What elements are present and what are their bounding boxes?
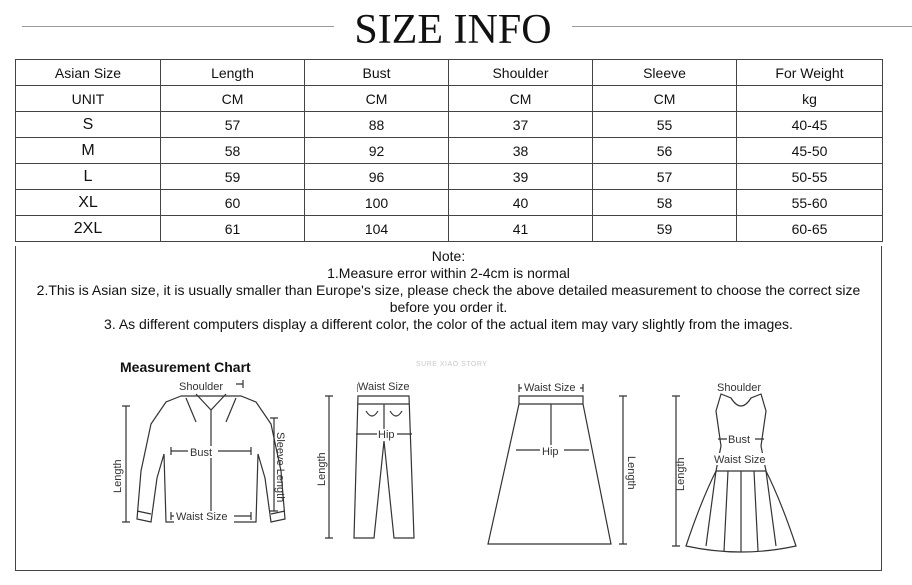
note-line: 3. As different computers display a different color, the color of the actual item may vary slightly from the images. <box>104 316 793 332</box>
size-cell: XL <box>16 190 161 216</box>
table-cell: 61 <box>161 216 305 242</box>
dress-waist-label: Waist Size <box>714 454 766 466</box>
skirt-length-label: Length <box>625 456 637 490</box>
table-row <box>16 190 883 216</box>
measurement-illustrations <box>16 246 881 570</box>
table-cell: 50-55 <box>737 164 883 190</box>
dress-illustration <box>672 384 796 552</box>
unit-cell: CM <box>161 86 305 112</box>
table-cell: 58 <box>161 138 305 164</box>
notes-panel <box>15 246 882 571</box>
table-cell: 55 <box>593 112 737 138</box>
size-cell: 2XL <box>16 216 161 242</box>
dress-length-label: Length <box>675 457 687 491</box>
dress-bust-label: Bust <box>728 434 751 446</box>
title-rule-right <box>572 26 912 27</box>
skirt-illustration <box>488 384 627 544</box>
header-cell: Length <box>161 60 305 86</box>
skirt-hip-label: Hip <box>542 446 559 458</box>
table-cell: 92 <box>305 138 449 164</box>
pants-length-label: Length <box>316 452 328 486</box>
table-cell: 88 <box>305 112 449 138</box>
title-rule-left <box>22 26 334 27</box>
header-cell: Asian Size <box>16 60 161 86</box>
unit-cell: CM <box>305 86 449 112</box>
unit-cell: kg <box>737 86 883 112</box>
note-line: 1.Measure error within 2-4cm is normal <box>327 265 570 281</box>
table-cell: 38 <box>449 138 593 164</box>
table-cell: 60-65 <box>737 216 883 242</box>
skirt-waist-label: Waist Size <box>524 382 576 394</box>
shirt-bust-label: Bust <box>190 447 213 459</box>
unit-cell: CM <box>593 86 737 112</box>
shirt-sleeve-label: Sleeve Length <box>274 432 286 503</box>
header-cell: Bust <box>305 60 449 86</box>
size-cell: S <box>16 112 161 138</box>
size-table <box>15 59 883 242</box>
pants-waist-label: Waist Size <box>358 381 410 393</box>
table-row <box>16 112 883 138</box>
table-cell: 41 <box>449 216 593 242</box>
shirt-length-label: Length <box>112 459 124 493</box>
title-bar <box>0 0 912 56</box>
table-cell: 40-45 <box>737 112 883 138</box>
table-cell: 55-60 <box>737 190 883 216</box>
header-cell: Shoulder <box>449 60 593 86</box>
watermark: SURE XIAO STORY <box>416 361 488 368</box>
unit-cell: CM <box>449 86 593 112</box>
note-heading: Note: <box>431 248 466 264</box>
pants-illustration <box>325 384 414 538</box>
table-row <box>16 216 883 242</box>
table-cell: 57 <box>593 164 737 190</box>
table-cell: 57 <box>161 112 305 138</box>
table-cell: 58 <box>593 190 737 216</box>
dress-shoulder-label: Shoulder <box>717 382 762 394</box>
table-cell: 56 <box>593 138 737 164</box>
shirt-shoulder-label: Shoulder <box>179 381 224 393</box>
table-cell: 60 <box>161 190 305 216</box>
size-cell: M <box>16 138 161 164</box>
size-cell: L <box>16 164 161 190</box>
table-cell: 104 <box>305 216 449 242</box>
unit-row <box>16 86 883 112</box>
table-row <box>16 164 883 190</box>
note-line: 2.This is Asian size, it is usually smaller than Europe's size, please check the above detailed measurement to choose the correct size before you order it. <box>36 282 861 315</box>
shirt-waist-label: Waist Size <box>176 511 228 523</box>
table-cell: 37 <box>449 112 593 138</box>
table-cell: 39 <box>449 164 593 190</box>
measurement-chart-heading: Measurement Chart <box>120 359 251 375</box>
table-cell: 59 <box>593 216 737 242</box>
table-row <box>16 138 883 164</box>
table-cell: 100 <box>305 190 449 216</box>
pants-hip-label: Hip <box>378 429 395 441</box>
table-cell: 96 <box>305 164 449 190</box>
table-cell: 40 <box>449 190 593 216</box>
header-cell: For Weight <box>737 60 883 86</box>
unit-cell: UNIT <box>16 86 161 112</box>
page-title: SIZE INFO <box>354 7 552 53</box>
table-cell: 45-50 <box>737 138 883 164</box>
header-row <box>16 60 883 86</box>
table-cell: 59 <box>161 164 305 190</box>
header-cell: Sleeve <box>593 60 737 86</box>
